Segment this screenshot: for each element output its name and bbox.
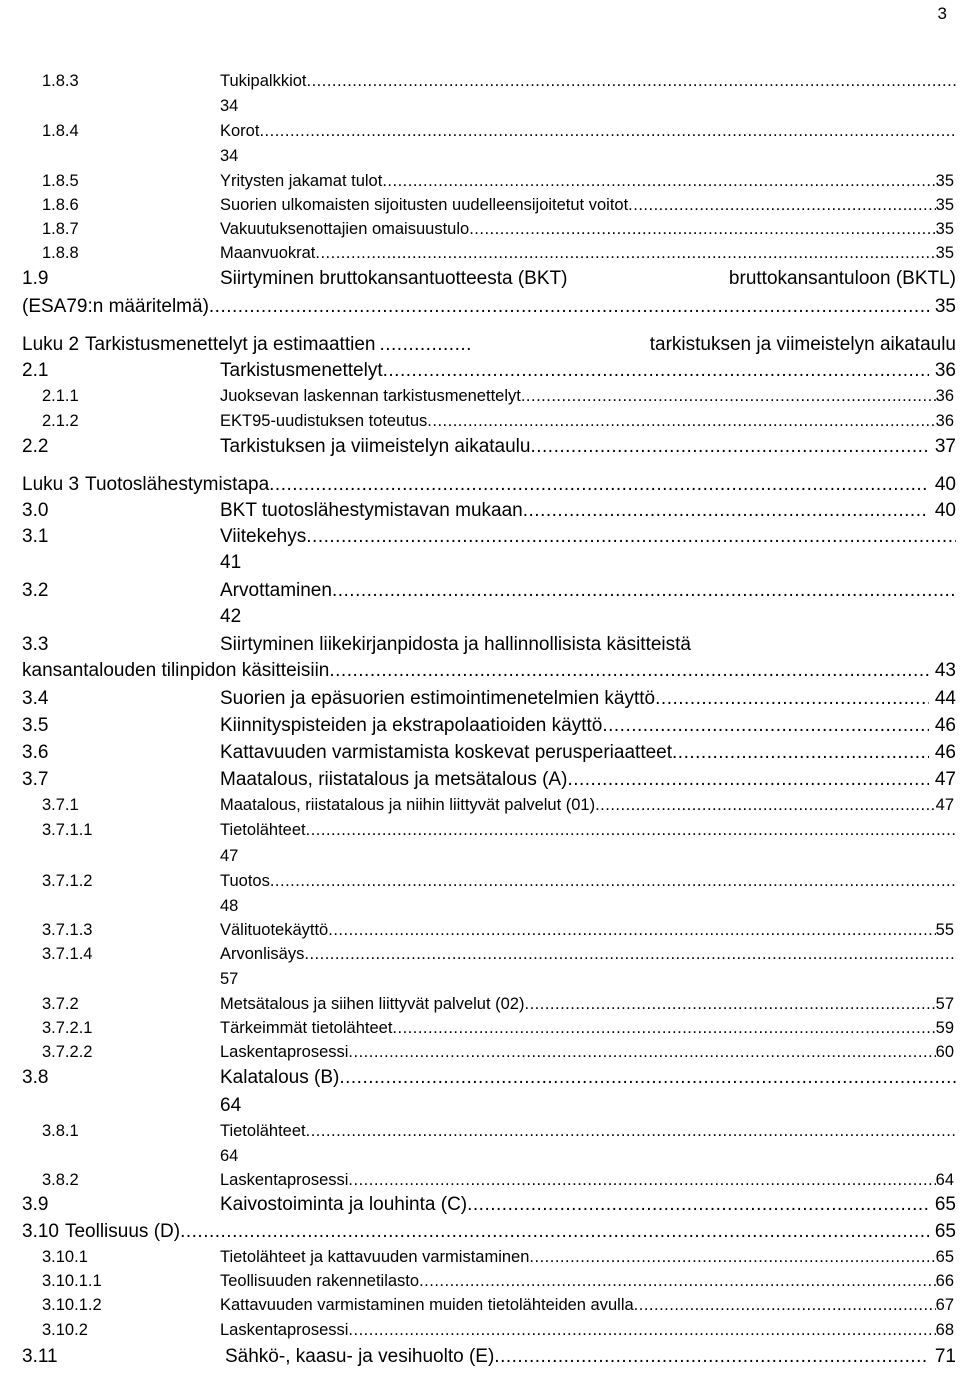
toc-entry-page: 46 <box>934 742 956 763</box>
toc-leader <box>530 434 928 460</box>
toc-entry-number: 3.10.1.1 <box>42 1272 102 1290</box>
toc-entry[interactable] <box>42 819 956 841</box>
toc-entry[interactable] <box>42 218 954 240</box>
toc-entry-number: 3.10.1.2 <box>42 1296 102 1314</box>
toc-entry-title: Tarkistusmenettelyt ja estimaattien <box>85 334 376 355</box>
toc-leader <box>467 1192 929 1218</box>
toc-entry-number: 3.8 <box>22 1067 49 1088</box>
toc-entry-number: 3.8.2 <box>42 1171 79 1189</box>
toc-leader <box>259 120 956 142</box>
toc-entry-title: Tarkistuksen ja viimeistelyn aikataulu <box>220 436 531 457</box>
toc-entry-title-end: bruttokansantuloon (BKTL) <box>728 268 956 289</box>
toc-entry[interactable] <box>22 713 956 739</box>
toc-entry-title: Maatalous, riistatalous ja metsätalous (A) <box>220 769 568 790</box>
toc-leader <box>348 1041 935 1063</box>
toc-entry-number: 3.7.1.2 <box>42 872 93 890</box>
toc-leader <box>521 385 936 407</box>
toc-entry-number: 1.8.6 <box>42 196 79 214</box>
toc-entry-page: 57 <box>935 995 954 1013</box>
toc-entry[interactable] <box>42 1246 954 1268</box>
toc-entry-title: Laskentaprosessi <box>220 1043 349 1061</box>
toc-entry-title: Siirtyminen liikekirjanpidosta ja hallinnollisista käsitteistä <box>220 634 691 655</box>
toc-leader <box>634 1294 936 1316</box>
toc-entry-number: 3.7.2 <box>42 995 79 1013</box>
toc-entry[interactable] <box>22 1065 956 1091</box>
toc-entry-page: 71 <box>934 1346 956 1367</box>
toc-entry-number: 3.6 <box>22 742 49 763</box>
toc-entry-number: 1.8.4 <box>42 122 79 140</box>
toc-entry-number: 3.10.2 <box>42 1321 88 1339</box>
toc-entry[interactable] <box>42 242 954 264</box>
toc-entry[interactable] <box>22 524 956 550</box>
toc-leader <box>383 358 929 384</box>
toc-entry-title: Suorien ja epäsuorien estimointimenetelmien käyttö <box>220 688 656 709</box>
toc-entry-number: 3.7.1.3 <box>42 921 93 939</box>
toc-entry-number: 3.7 <box>22 769 49 790</box>
toc-entry-title: Tuotoslähestymistapa <box>85 474 270 495</box>
toc-entry-title: kansantalouden tilinpidon käsitteisiin <box>22 660 330 681</box>
toc-leader <box>304 943 956 965</box>
toc-entry[interactable] <box>22 266 956 292</box>
toc-leader <box>469 218 935 240</box>
toc-leader <box>180 1219 929 1245</box>
toc-entry-title: Yritysten jakamat tulot <box>220 172 383 190</box>
toc-entry[interactable] <box>42 919 954 941</box>
toc-entry[interactable] <box>42 1120 956 1142</box>
toc-leader <box>209 294 929 320</box>
toc-leader <box>494 1344 929 1370</box>
toc-entry[interactable] <box>22 632 956 658</box>
toc-entry-page: 35 <box>935 196 954 214</box>
toc-entry-title: Tarkistusmenettelyt <box>220 360 383 381</box>
toc-entry-continuation[interactable] <box>22 658 956 684</box>
toc-leader <box>306 1120 956 1142</box>
toc-entry[interactable] <box>22 358 956 384</box>
toc-entry-title: Siirtyminen bruttokansantuotteesta (BKT) <box>220 268 568 289</box>
toc-leader <box>307 70 956 92</box>
toc-entry-title: Laskentaprosessi <box>220 1171 349 1189</box>
toc-entry-page: 36 <box>935 387 954 405</box>
toc-entry-number: 2.2 <box>22 436 49 457</box>
toc-entry-number: 3.7.2.1 <box>42 1019 93 1037</box>
toc-entry-page: 35 <box>935 244 954 262</box>
toc-leader <box>392 1017 935 1039</box>
toc-entry[interactable] <box>42 170 954 192</box>
toc-entry-page: 41 <box>220 552 242 573</box>
toc-entry-number: 3.11 <box>22 1346 58 1367</box>
toc-entry-page: 64 <box>220 1095 242 1116</box>
toc-entry-page: 40 <box>934 500 956 521</box>
toc-entry[interactable] <box>42 1294 954 1316</box>
toc-entry[interactable] <box>22 434 956 460</box>
toc-entry[interactable] <box>42 410 954 432</box>
toc-entry-number: 3.7.2.2 <box>42 1043 93 1061</box>
toc-entry-page: 36 <box>934 360 956 381</box>
toc-entry-number: 3.5 <box>22 715 49 736</box>
toc-entry-page: 64 <box>220 1147 239 1165</box>
toc-entry[interactable] <box>42 1017 954 1039</box>
toc-entry-title: Laskentaprosessi <box>220 1321 349 1339</box>
toc-entry-number: 3.0 <box>22 500 49 521</box>
toc-entry-page: 36 <box>935 412 954 430</box>
toc-entry[interactable] <box>22 498 956 524</box>
toc-entry-title: Sähkö-, kaasu- ja vesihuolto (E) <box>225 1346 495 1367</box>
toc-leader <box>306 819 956 841</box>
toc-leader <box>529 1246 935 1268</box>
toc-entry-page: 40 <box>934 474 956 495</box>
toc-entry[interactable] <box>42 70 956 92</box>
toc-entry-title: Arvonlisäys <box>220 945 305 963</box>
toc-entry-continuation[interactable] <box>22 294 956 320</box>
toc-leader <box>379 332 473 358</box>
toc-entry[interactable] <box>42 870 956 892</box>
toc-leader <box>306 524 956 550</box>
toc-entry-number: 3.8.1 <box>42 1122 79 1140</box>
toc-entry[interactable] <box>22 740 956 766</box>
toc-entry-page: 34 <box>220 97 239 115</box>
toc-entry-title: Välituotekäyttö <box>220 921 329 939</box>
toc-entry-title: Tietolähteet <box>220 821 306 839</box>
toc-entry-title: Maatalous, riistatalous ja niihin liittyvät palvelut (01) <box>220 796 596 814</box>
toc-entry-title: Tuotos <box>220 872 270 890</box>
toc-entry[interactable] <box>22 767 956 793</box>
toc-leader <box>655 686 929 712</box>
toc-entry-number: 1.8.8 <box>42 244 79 262</box>
toc-leader <box>672 740 929 766</box>
toc-entry[interactable] <box>42 1270 954 1292</box>
toc-entry-title: Korot <box>220 122 260 140</box>
toc-entry-page: 35 <box>934 296 956 317</box>
toc-entry-number: 3.7.1.1 <box>42 821 93 839</box>
toc-entry[interactable] <box>42 120 956 142</box>
toc-entry-title: Tietolähteet ja kattavuuden varmistaminen <box>220 1248 530 1266</box>
toc-leader <box>419 1270 936 1292</box>
toc-entry[interactable] <box>42 1319 954 1341</box>
toc-entry[interactable] <box>22 578 956 604</box>
toc-entry-title: Vakuutuksenottajien omaisuustulo <box>220 220 470 238</box>
toc-entry-title: Kalatalous (B) <box>220 1067 340 1088</box>
toc-chapter-number: Luku 3 <box>22 474 80 495</box>
toc-entry-title: Arvottaminen <box>220 580 332 601</box>
toc-entry-page: 65 <box>935 1248 954 1266</box>
toc-entry-title: Viitekehys <box>220 526 307 547</box>
toc-entry-page: 35 <box>935 220 954 238</box>
toc-leader <box>329 658 928 684</box>
toc-leader <box>567 767 928 793</box>
toc-entry[interactable] <box>42 1041 954 1063</box>
toc-leader <box>332 578 956 604</box>
toc-entry-title-end: tarkistuksen ja viimeistelyn aikataulu <box>649 334 956 355</box>
toc-entry[interactable] <box>42 943 956 965</box>
toc-entry-page: 60 <box>935 1043 954 1061</box>
toc-entry[interactable] <box>42 993 954 1015</box>
page-number: 3 <box>937 4 947 23</box>
toc-entry-page: 43 <box>934 660 956 681</box>
toc-entry-page: 47 <box>220 847 239 865</box>
toc-leader <box>595 794 936 816</box>
toc-entry-number: 1.8.5 <box>42 172 79 190</box>
toc-entry-page: 64 <box>935 1171 954 1189</box>
toc-leader <box>602 713 929 739</box>
toc-entry[interactable] <box>22 1344 956 1370</box>
toc-entry-number: 3.1 <box>22 526 49 547</box>
toc-entry-title: Tukipalkkiot <box>220 72 307 90</box>
toc-leader <box>382 170 935 192</box>
toc-entry-page: 65 <box>934 1194 956 1215</box>
toc-entry-page: 48 <box>220 897 239 915</box>
toc-leader <box>628 194 935 216</box>
toc-entry-title: (ESA79:n määritelmä) <box>22 296 209 317</box>
toc-entry-number: 3.4 <box>22 688 49 709</box>
toc-entry-page: 68 <box>935 1321 954 1339</box>
toc-entry[interactable] <box>42 385 954 407</box>
toc-entry-number: 3.9 <box>22 1194 49 1215</box>
toc-entry-number: 2.1.2 <box>42 412 79 430</box>
toc-entry-title: Maanvuokrat <box>220 244 316 262</box>
toc-entry-title: Tietolähteet <box>220 1122 306 1140</box>
toc-entry-page: 55 <box>935 921 954 939</box>
toc-entry[interactable] <box>42 1169 954 1191</box>
toc-entry-number: 1.8.3 <box>42 72 79 90</box>
toc-entry-number: 1.9 <box>22 268 49 289</box>
toc-entry[interactable] <box>22 686 956 712</box>
toc-entry-title: Kattavuuden varmistaminen muiden tietolähteiden avulla <box>220 1296 634 1314</box>
toc-entry-number: 2.1.1 <box>42 387 79 405</box>
toc-leader <box>339 1065 956 1091</box>
toc-entry-number: 1.8.7 <box>42 220 79 238</box>
toc-entry-title: Juoksevan laskennan tarkistusmenettelyt <box>220 387 521 405</box>
toc-entry-page: 59 <box>935 1019 954 1037</box>
toc-leader <box>328 919 935 941</box>
toc-leader <box>427 410 935 432</box>
toc-leader <box>269 472 929 498</box>
toc-entry-page: 42 <box>220 606 242 627</box>
toc-entry-title: Teollisuus (D) <box>64 1221 181 1242</box>
toc-entry-number: 3.7.1.4 <box>42 945 93 963</box>
toc-entry-page: 65 <box>934 1221 956 1242</box>
toc-entry-title: Kiinnityspisteiden ja ekstrapolaatioiden käyttö <box>220 715 603 736</box>
toc-entry-title: Kattavuuden varmistamista koskevat perusperiaatteet <box>220 742 673 763</box>
toc-entry-title: Metsätalous ja siihen liittyvät palvelut (02) <box>220 995 525 1013</box>
toc-entry-page: 47 <box>935 796 954 814</box>
toc-entry[interactable] <box>22 1219 956 1245</box>
toc-entry-number: 3.7.1 <box>42 796 79 814</box>
toc-entry-title: Tärkeimmät tietolähteet <box>220 1019 393 1037</box>
toc-entry-page: 66 <box>935 1272 954 1290</box>
toc-leader <box>270 870 956 892</box>
toc-leader <box>315 242 935 264</box>
toc-entry-page: 44 <box>934 688 956 709</box>
toc-entry[interactable] <box>42 794 954 816</box>
toc-entry-title: Teollisuuden rakennetilasto <box>220 1272 420 1290</box>
toc-entry-page: 47 <box>934 769 956 790</box>
toc-leader <box>524 993 935 1015</box>
toc-chapter[interactable] <box>22 332 956 358</box>
toc-entry-number: 2.1 <box>22 360 49 381</box>
toc-entry-title: Suorien ulkomaisten sijoitusten uudelleensijoitetut voitot <box>220 196 629 214</box>
toc-entry-page: 57 <box>220 970 239 988</box>
toc-entry-page: 34 <box>220 147 239 165</box>
toc-entry-title: EKT95-uudistuksen toteutus <box>220 412 428 430</box>
toc-leader <box>348 1319 935 1341</box>
toc-chapter[interactable] <box>22 472 956 498</box>
toc-leader <box>348 1169 935 1191</box>
toc-entry-page: 37 <box>934 436 956 457</box>
toc-entry-number: 3.10.1 <box>42 1248 88 1266</box>
toc-entry-page: 46 <box>934 715 956 736</box>
toc-chapter-number: Luku 2 <box>22 334 80 355</box>
toc-leader <box>523 498 929 524</box>
toc-entry-number: 3.10 <box>22 1221 59 1242</box>
toc-entry[interactable] <box>22 1192 956 1218</box>
toc-entry-page: 67 <box>935 1296 954 1314</box>
toc-entry-title: BKT tuotoslähestymistavan mukaan <box>220 500 523 521</box>
toc-entry-title: Kaivostoiminta ja louhinta (C) <box>220 1194 468 1215</box>
toc-entry[interactable] <box>42 194 954 216</box>
toc-entry-number: 3.2 <box>22 580 49 601</box>
toc-entry-number: 3.3 <box>22 634 49 655</box>
toc-entry-page: 35 <box>935 172 954 190</box>
